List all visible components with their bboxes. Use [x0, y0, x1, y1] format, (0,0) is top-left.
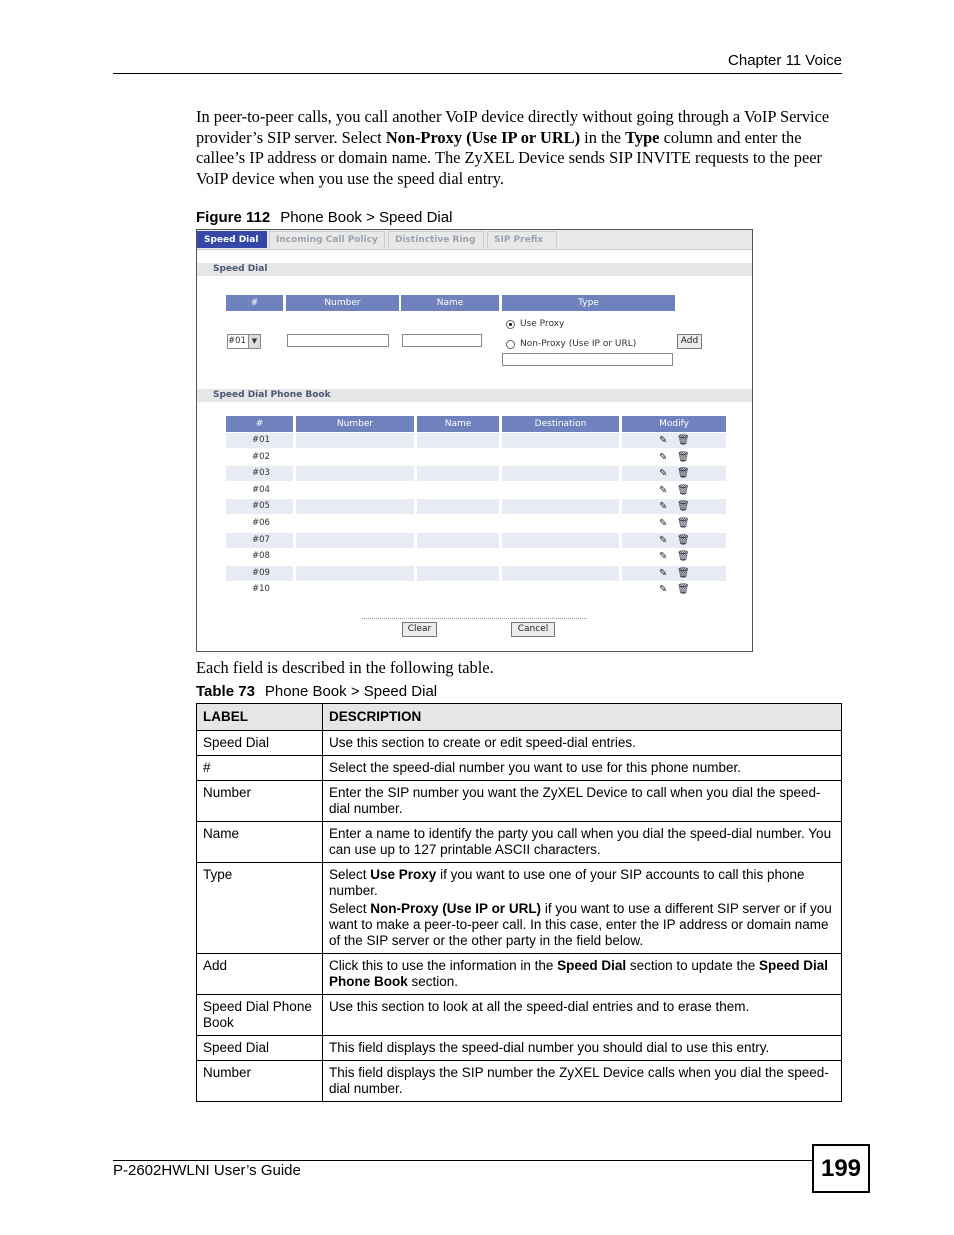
trash-icon[interactable]: 🗑 — [677, 484, 690, 496]
intro-text: in the — [580, 127, 626, 147]
field-description-table — [196, 703, 842, 1102]
cancel-button[interactable]: Cancel — [511, 622, 555, 637]
table-row — [197, 995, 842, 1036]
intro-bold-nonproxy: Non-Proxy (Use IP or URL) — [385, 127, 581, 147]
table-row — [197, 731, 842, 756]
text: section. — [407, 974, 459, 989]
table-row — [197, 1061, 842, 1102]
col-header-number-index: # — [226, 295, 283, 311]
table-row — [226, 433, 726, 450]
trash-icon[interactable]: 🗑 — [677, 551, 690, 563]
text: if you want to use a different SIP server or if you want to make a peer-to-peer call. In this case, enter the IP address or domain name of the SIP server or the other party in the field below. — [329, 901, 832, 948]
clear-button[interactable]: Clear — [402, 622, 437, 637]
text: if you want to use one of your SIP accounts to call this phone number. — [329, 867, 805, 898]
description-column-header: DESCRIPTION — [323, 704, 842, 731]
non-proxy-label: Non-Proxy (Use IP or URL) — [520, 339, 637, 349]
row-description — [323, 954, 842, 995]
table-row — [226, 516, 726, 533]
trash-icon[interactable]: 🗑 — [677, 534, 690, 546]
intro-paragraph — [196, 107, 844, 189]
row-description: This field displays the SIP number the ZyXEL Device calls when you dial the speed-dial number. — [323, 1061, 842, 1102]
chapter-header: Chapter 11 Voice — [728, 52, 842, 69]
row-label: Type — [197, 863, 323, 954]
row-description: Use this section to create or edit speed-dial entries. — [323, 731, 842, 756]
table-row — [226, 566, 726, 583]
table-row — [197, 756, 842, 781]
entry-number: #08 — [252, 551, 270, 562]
entry-number: #09 — [252, 567, 270, 578]
add-button[interactable]: Add — [677, 334, 702, 349]
edit-icon[interactable]: ✎ — [659, 451, 668, 463]
footer-rule — [113, 1160, 812, 1161]
guide-title: P-2602HWLNI User’s Guide — [113, 1162, 301, 1179]
number-input[interactable] — [287, 334, 389, 347]
bold-speed-dial: Speed Dial — [557, 958, 627, 973]
entry-number: #07 — [252, 534, 270, 545]
row-label: Name — [197, 822, 323, 863]
intro-text: In peer-to-peer calls, you call another VoIP device directly without going through a VoIP Service provider’s SIP server. Select — [196, 107, 830, 147]
table-row — [197, 781, 842, 822]
table-label: Table 73 — [196, 683, 255, 700]
col-header-name: Name — [401, 295, 499, 311]
bold-use-proxy: Use Proxy — [370, 867, 437, 882]
edit-icon[interactable]: ✎ — [659, 584, 668, 596]
table-row — [226, 466, 726, 483]
tab-speed-dial[interactable]: Speed Dial — [197, 231, 267, 248]
table-row — [197, 1036, 842, 1061]
pb-col-header-number: Number — [296, 416, 414, 432]
table-row — [226, 533, 726, 550]
row-label: Speed Dial — [197, 731, 323, 756]
edit-icon[interactable]: ✎ — [659, 534, 668, 546]
edit-icon[interactable]: ✎ — [659, 484, 668, 496]
table-caption — [196, 683, 437, 700]
entry-number: #10 — [252, 584, 270, 595]
type-paragraph-1 — [329, 867, 835, 899]
trash-icon[interactable]: 🗑 — [677, 435, 690, 446]
pb-col-header-name: Name — [417, 416, 499, 432]
pb-col-header-modify: Modify — [622, 416, 726, 432]
edit-icon[interactable]: ✎ — [659, 435, 668, 446]
intro-bold-type: Type — [625, 127, 660, 147]
label-column-header: LABEL — [197, 704, 323, 731]
table-row — [197, 954, 842, 995]
entry-number: #02 — [252, 451, 270, 462]
row-description: This field displays the speed-dial number you should dial to use this entry. — [323, 1036, 842, 1061]
phone-book-rows — [226, 433, 726, 599]
header-rule — [113, 73, 842, 74]
chevron-down-icon[interactable]: ▼ — [248, 335, 260, 348]
type-paragraph-2 — [329, 901, 835, 949]
name-input[interactable] — [402, 334, 482, 347]
table-row — [226, 549, 726, 566]
entry-number: #01 — [252, 435, 270, 445]
speed-dial-screenshot — [196, 229, 753, 652]
row-label: Number — [197, 781, 323, 822]
row-description: Enter a name to identify the party you call when you dial the speed-dial number. You can use up to 127 printable ASCII characters. — [323, 822, 842, 863]
figure-label: Figure 112 — [196, 209, 271, 226]
table-row — [226, 499, 726, 516]
speed-dial-number-select[interactable] — [227, 334, 261, 349]
trash-icon[interactable]: 🗑 — [677, 517, 690, 529]
edit-icon[interactable]: ✎ — [659, 501, 668, 513]
text: Click this to use the information in the — [329, 958, 558, 973]
tab-distinctive-ring[interactable]: Distinctive Ring — [388, 231, 484, 248]
tab-sip-prefix[interactable]: SIP Prefix — [487, 231, 557, 248]
trash-icon[interactable]: 🗑 — [677, 468, 690, 480]
entry-number: #06 — [252, 517, 270, 528]
table-row — [197, 822, 842, 863]
table-row — [226, 582, 726, 599]
row-description: Select the speed-dial number you want to use for this phone number. — [323, 756, 842, 781]
entry-number: #05 — [252, 501, 270, 512]
row-label: Speed Dial Phone Book — [197, 995, 323, 1036]
row-description: Enter the SIP number you want the ZyXEL Device to call when you dial the speed-dial number. — [323, 781, 842, 822]
trash-icon[interactable]: 🗑 — [677, 567, 690, 579]
button-divider — [362, 618, 587, 619]
row-description: Use this section to look at all the speed-dial entries and to erase them. — [323, 995, 842, 1036]
non-proxy-radio[interactable] — [506, 340, 515, 349]
text: Select — [329, 867, 371, 882]
figure-caption — [196, 209, 452, 226]
row-label: Speed Dial — [197, 1036, 323, 1061]
edit-icon[interactable]: ✎ — [659, 551, 668, 563]
text: Select — [329, 901, 371, 916]
phone-book-section-title: Speed Dial Phone Book — [197, 389, 752, 402]
destination-input[interactable] — [502, 353, 673, 366]
row-label: Add — [197, 954, 323, 995]
table-intro-text: Each field is described in the following table. — [196, 658, 494, 677]
tab-bar — [197, 230, 752, 250]
use-proxy-radio[interactable] — [506, 320, 515, 329]
trash-icon[interactable]: 🗑 — [677, 584, 690, 596]
table-row — [226, 450, 726, 467]
table-row — [197, 863, 842, 954]
trash-icon[interactable]: 🗑 — [677, 501, 690, 513]
bold-non-proxy: Non-Proxy (Use IP or URL) — [370, 901, 542, 916]
trash-icon[interactable]: 🗑 — [677, 451, 690, 463]
intro-text: column and enter the callee’s IP address or domain name. The ZyXEL Device sends SIP INVITE requests to the peer VoIP device when you use the speed dial entry. — [196, 127, 822, 188]
entry-number: #03 — [252, 468, 270, 479]
row-description — [323, 863, 842, 954]
table-header-row — [197, 704, 842, 731]
edit-icon[interactable]: ✎ — [659, 517, 668, 529]
pb-col-header-destination: Destination — [502, 416, 619, 432]
page-number: 199 — [812, 1144, 870, 1193]
col-header-type: Type — [502, 295, 675, 311]
table-title: Phone Book > Speed Dial — [264, 683, 438, 700]
use-proxy-option[interactable] — [506, 319, 564, 329]
figure-title: Phone Book > Speed Dial — [280, 209, 453, 226]
entry-number: #04 — [252, 484, 270, 495]
row-label: # — [197, 756, 323, 781]
non-proxy-option[interactable] — [506, 339, 636, 349]
edit-icon[interactable]: ✎ — [659, 468, 668, 480]
selected-entry: #01 — [228, 336, 246, 346]
tab-incoming-call-policy[interactable]: Incoming Call Policy — [269, 231, 385, 248]
pb-col-header-index: # — [226, 416, 293, 432]
speed-dial-section-title: Speed Dial — [197, 263, 752, 276]
edit-icon[interactable]: ✎ — [659, 567, 668, 579]
row-label: Number — [197, 1061, 323, 1102]
table-row — [226, 483, 726, 500]
col-header-number: Number — [286, 295, 399, 311]
use-proxy-label: Use Proxy — [520, 319, 565, 329]
text: section to update the — [626, 958, 759, 973]
bold-speed-dial-phone-book: Speed Dial Phone Book — [329, 958, 829, 989]
